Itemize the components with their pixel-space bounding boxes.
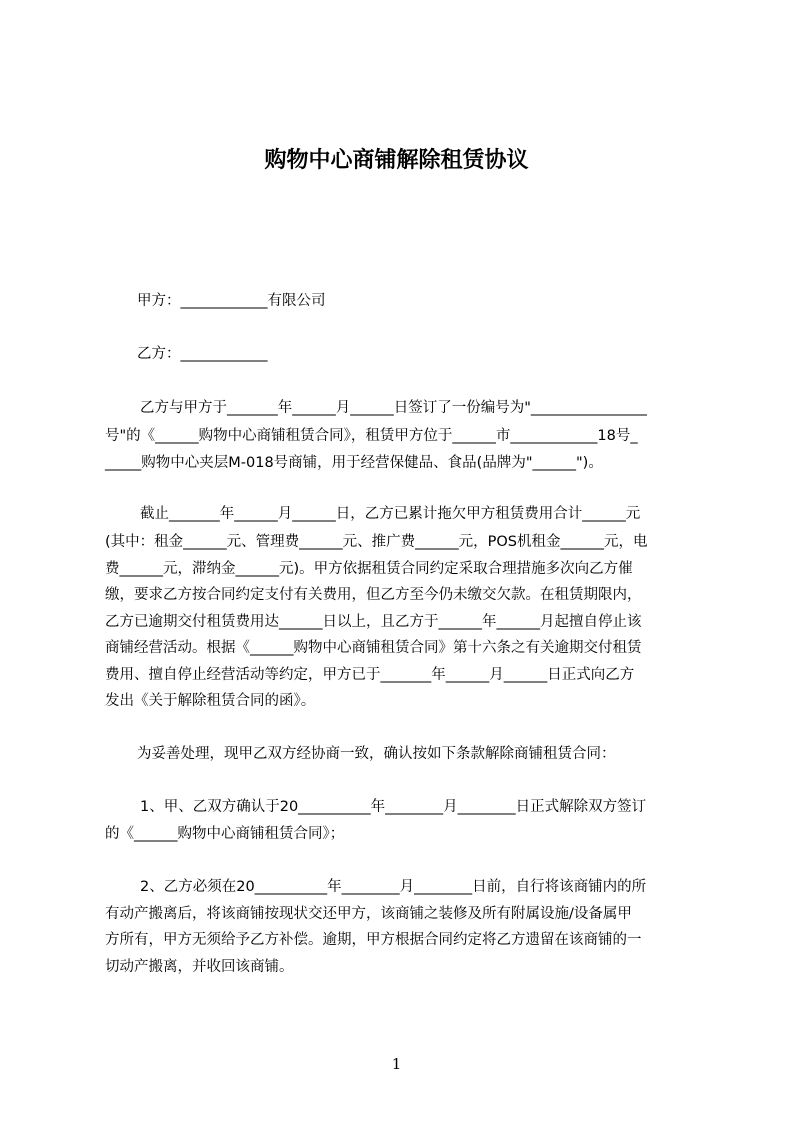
paragraph-2-line: 发出《关于解除租赁合同的函》。	[105, 693, 316, 709]
paragraph-1-line: 号"的《______购物中心商铺租赁合同》，租赁甲方位于______市____________18号_	[105, 428, 638, 444]
party-b-line: 乙方：____________	[137, 346, 268, 362]
paragraph-2-line: 商铺经营活动。根据《______购物中心商铺租赁合同》第十六条之有关逾期交付租赁	[105, 640, 642, 656]
clause-2-line: 2、乙方必须在20__________年________月________日前，自行将该商铺内的所	[140, 879, 647, 895]
clause-2-line: 方所有，甲方无须给予乙方补偿。逾期，甲方根据合同约定将乙方遗留在该商铺的一	[105, 932, 642, 948]
paragraph-1-line: _____购物中心夹层M-018号商铺，用于经营保健品、食品(品牌为"______")。	[105, 455, 603, 471]
paragraph-1-line: 乙方与甲方于_______年______月______日签订了一份编号为"________________	[140, 400, 647, 416]
paragraph-2-line: 费______元，滞纳金______元)。甲方依据租赁合同约定采取合理措施多次向乙方催	[105, 561, 633, 577]
document-title: 购物中心商铺解除租赁协议	[264, 148, 529, 173]
clause-2-line: 有动产搬离后，将该商铺按现状交还甲方，该商铺之装修及所有附属设施/设备属甲	[105, 906, 632, 922]
paragraph-2-line: 费用、擅自停止经营活动等约定，甲方已于_______年______月______日正式向乙方	[105, 667, 635, 683]
clause-1-line: 1、甲、乙双方确认于20__________年________月________日正式解除双方签订	[140, 799, 647, 815]
paragraph-2-line: 缴，要求乙方按合同约定支付有关费用，但乙方至今仍未缴交欠款。在租赁期限内，	[105, 587, 642, 603]
clause-2-line: 切动产搬离，并收回该商铺。	[105, 959, 294, 975]
paragraph-2-line: 乙方已逾期交付租赁费用达______日以上，且乙方于______年______月起擅自停止该	[105, 614, 642, 630]
paragraph-2-line: (其中：租金______元、管理费______元、推广费______元，POS机租金______元，电	[105, 534, 648, 550]
page-number: 1	[391, 1055, 402, 1073]
paragraph-2-line: 截止_______年______月______日，乙方已累计拖欠甲方租赁费用合计______元	[140, 506, 641, 522]
clause-1-line: 的《______购物中心商铺租赁合同》；	[105, 826, 345, 842]
paragraph-3-line: 为妥善处理，现甲乙双方经协商一致，确认按如下条款解除商铺租赁合同：	[137, 746, 616, 762]
party-a-line: 甲方：____________有限公司	[137, 293, 326, 309]
